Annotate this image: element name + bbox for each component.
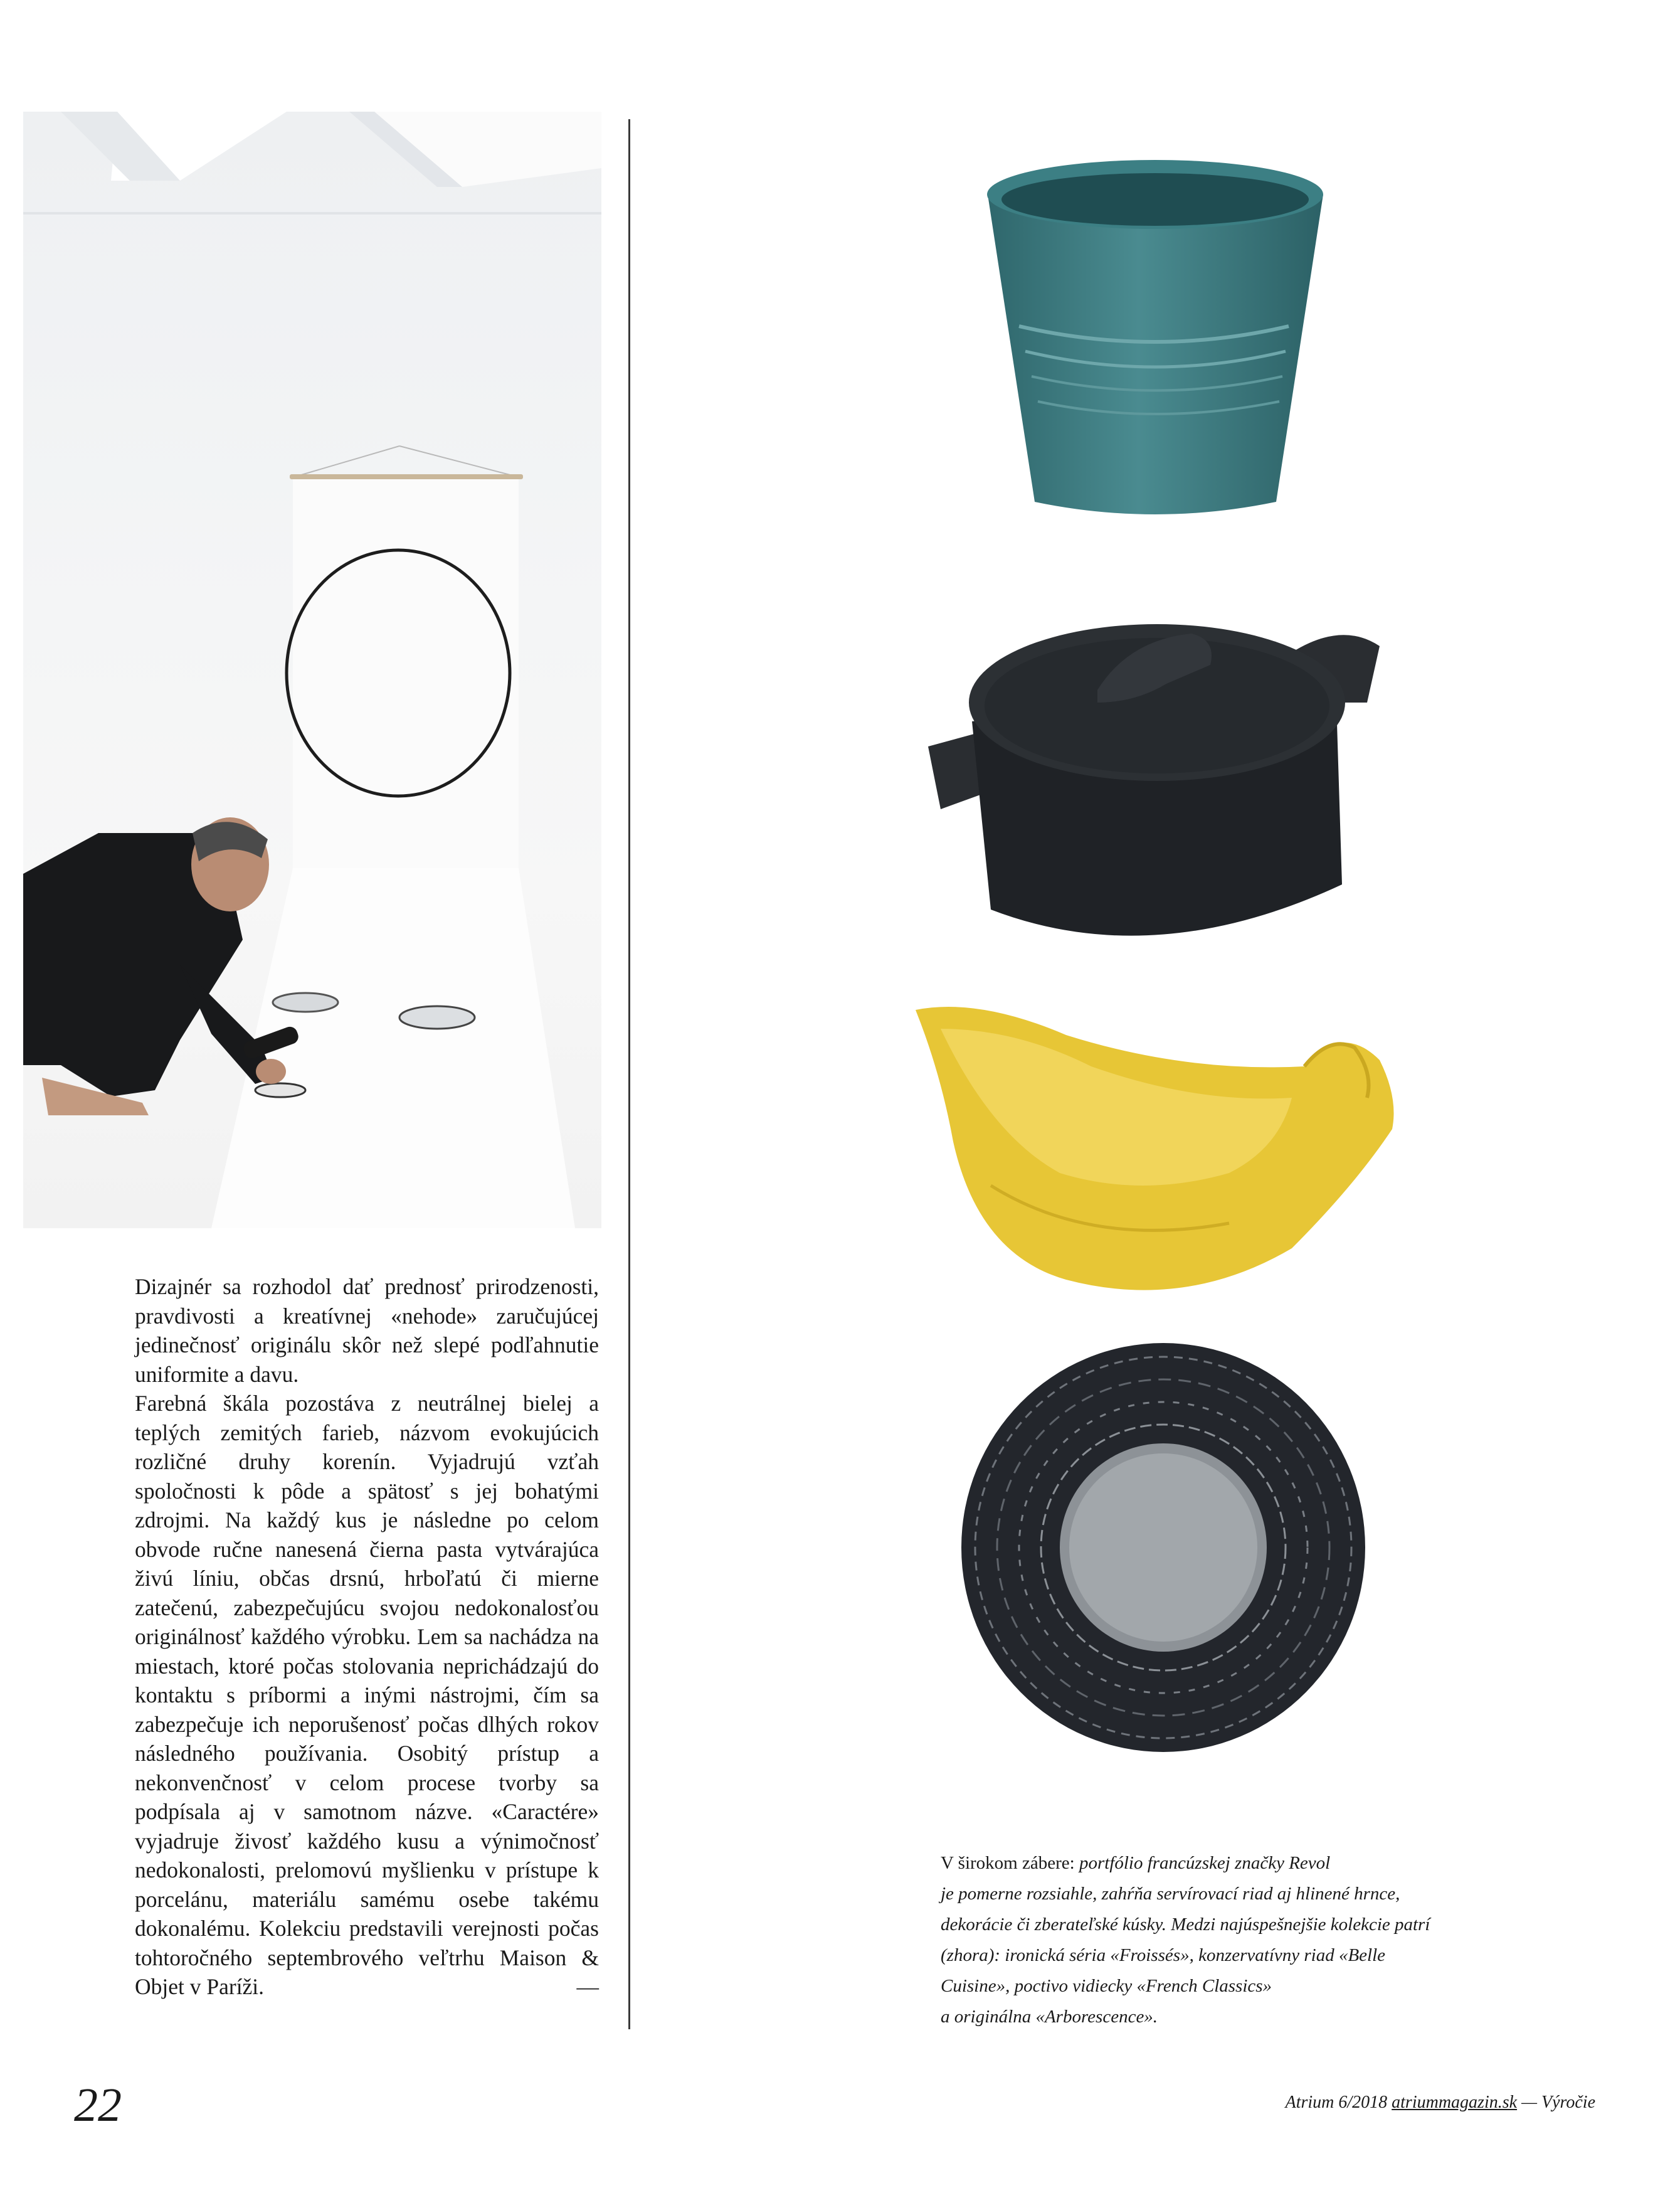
designer-photo: [23, 112, 601, 1228]
column-divider: [628, 119, 630, 2029]
caption-line-5: Cuisine», poctivo vidiecky «French Classics»: [941, 1976, 1272, 1996]
article-paragraph-2-text: Farebná škála pozostáva z neutrálnej bielej a teplých zemitých farieb, názvom evokujúcich rozličné druhy korenín. Vyjadrujú vzťah spoločnosti k pôde a spätosť s jej bohatými zdrojmi. Na každý kus je následne po celom obvode ručne nanesená čierna pasta vytvárajúca živú líniu, občas drsnú, hrboľatú či mierne zatečenú, zabezpečujúcu svojou nedokonalosťou originálnosť každého výrobku. Lem sa nachádza na miestach, ktoré počas stolovania neprichádzajú do kontaktu s príbormi a inými nástrojmi, čím sa zabezpečuje ich neporušenosť počas dlhých rokov následného používania. Osobitý prístup a nekonvenčnosť v celom procese tvorby sa podpísala aj v samotnom názve. «Caractére» vyjadruje živosť každého kusu a výnimočnosť nedokonalosti, prelomovú myšlienku v prístupe k porcelánu, materiálu samému osebe takému dokonalému. Kolekciu predstavili verejnosti počas tohtoročného septembrového veľtrhu Maison & Objet v Paríži.: [135, 1391, 599, 1999]
froisses-cup-image: [975, 151, 1336, 518]
rooster-dish-icon: [903, 985, 1405, 1317]
article-end-mark: —: [576, 1974, 599, 1999]
article-paragraph-2: [135, 1389, 599, 2002]
photo-caption: [941, 1848, 1455, 2032]
caption-line-6: a originálna «Arborescence».: [941, 2007, 1158, 2027]
footer-info: [1286, 2093, 1595, 2113]
arborescence-plate-image: [956, 1339, 1370, 1756]
caption-line-3: dekorácie či zberateľské kúsky. Medzi najúspešnejšie kolekcie patrí: [941, 1914, 1430, 1935]
article-body: [135, 1272, 599, 2002]
footer-section: Výročie: [1541, 2093, 1595, 2112]
designer-photo-illustration: [23, 112, 601, 1228]
footer-separator: —: [1521, 2093, 1537, 2112]
pot-icon: [903, 558, 1392, 960]
caption-line-1: portfólio francúzskej značky Revol: [1079, 1853, 1331, 1873]
french-classics-dish-image: [903, 985, 1405, 1317]
caption-line-4: (zhora): ironická séria «Froissés», konzervatívny riad «Belle: [941, 1945, 1386, 1965]
plate-icon: [956, 1339, 1370, 1756]
page-number: 22: [74, 2079, 122, 2132]
cup-icon: [975, 151, 1336, 518]
footer-magazine: Atrium 6/2018: [1285, 2093, 1388, 2112]
article-paragraph-1: Dizajnér sa rozhodol dať prednosť prirodzenosti, pravdivosti a kreatívnej «nehode» zaručujúcej jedinečnosť originálu skôr než slepé podľahnutie uniformite a davu.: [135, 1274, 599, 1387]
footer-site-link[interactable]: atriummagazin.sk: [1392, 2093, 1518, 2112]
belle-cuisine-pot-image: [903, 558, 1392, 960]
caption-line-2: je pomerne rozsiahle, zahŕňa servírovací riad aj hlinené hrnce,: [941, 1884, 1400, 1904]
caption-lead: V širokom zábere:: [941, 1853, 1075, 1873]
